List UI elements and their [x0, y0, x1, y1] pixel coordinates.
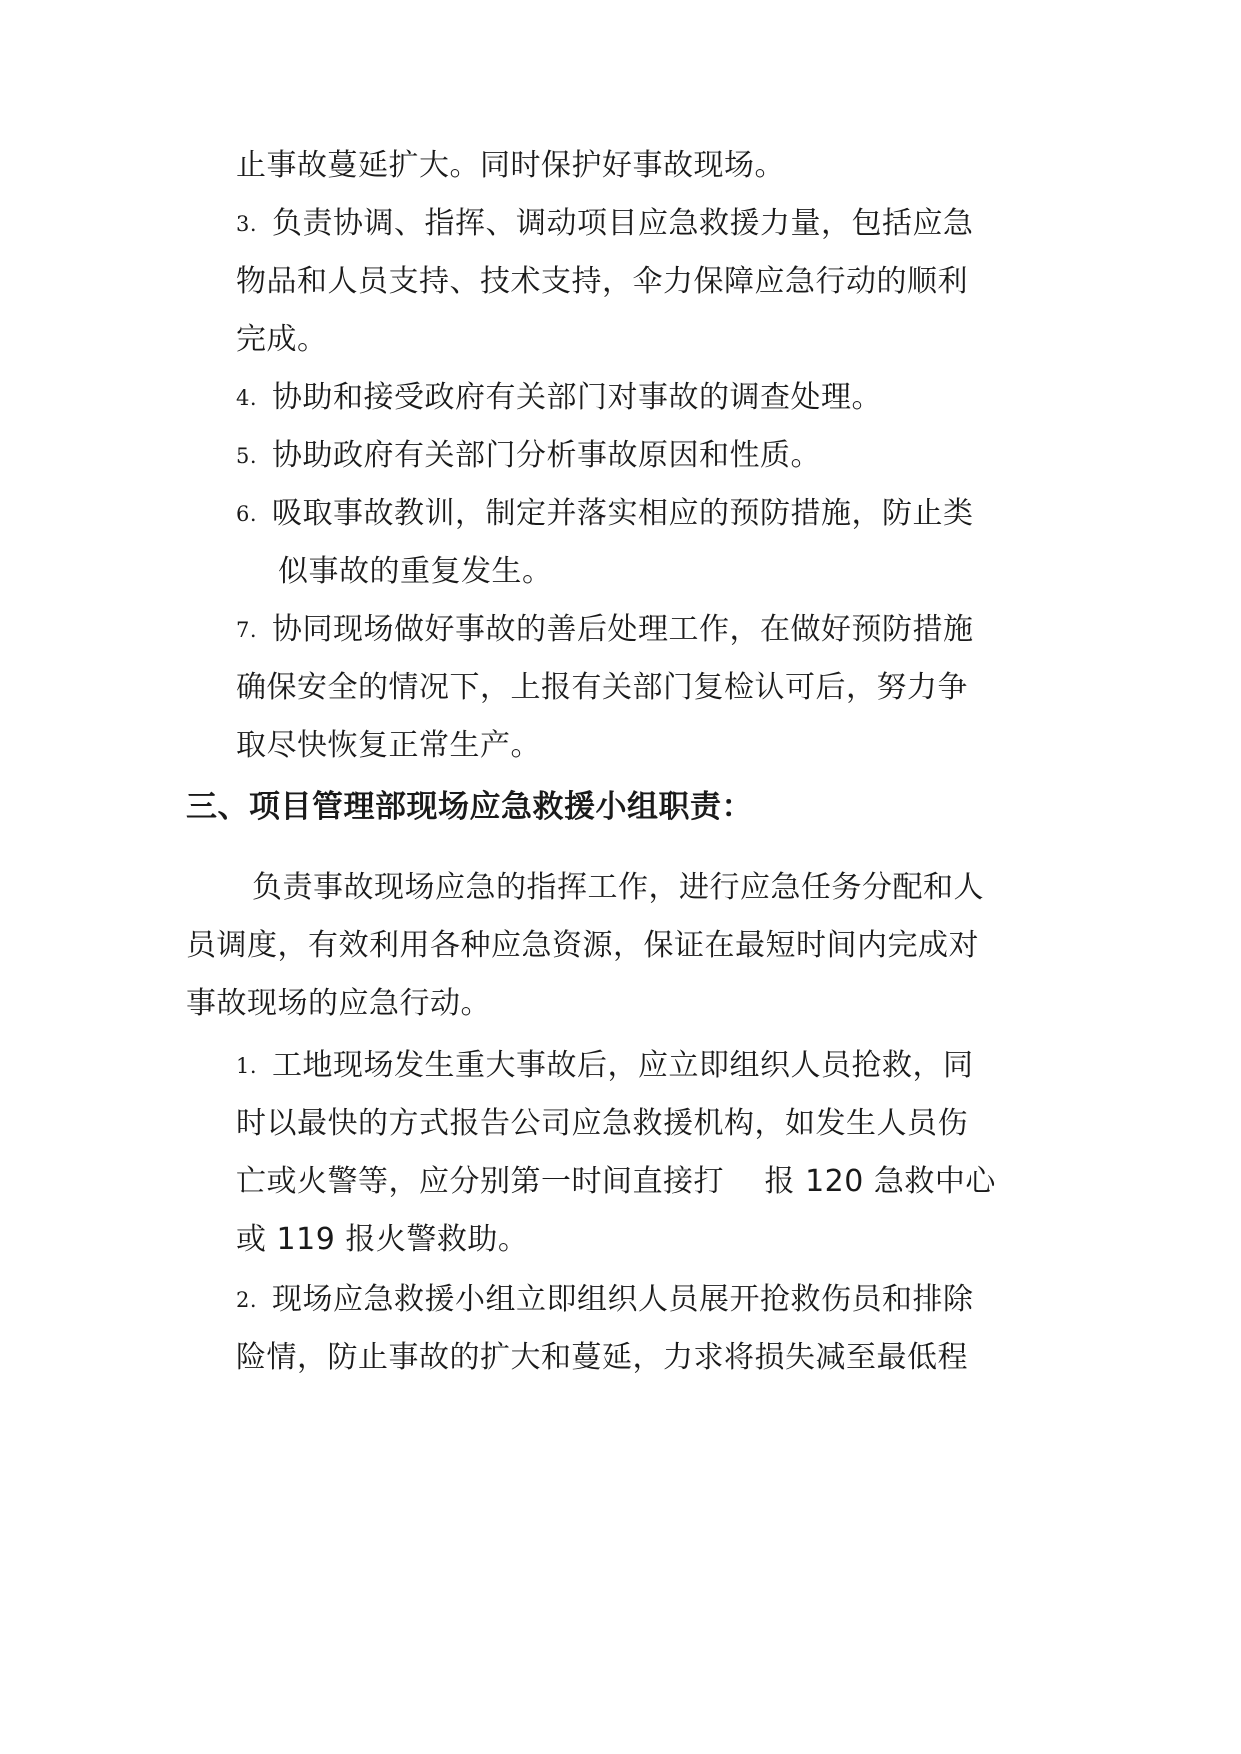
list-item-6-line-2: 似事故的重复发生。	[278, 554, 553, 589]
intro-line-1: 负责事故现场应急的指挥工作，进行应急任务分配和人	[252, 870, 984, 905]
list-item-text: 负责协调、指挥、调动项目应急救援力量，包括应急	[272, 206, 974, 241]
list-item-1-line-2: 时以最快的方式报告公司应急救援机构，如发生人员伤	[236, 1106, 968, 1141]
list-item-text: 吸取事故教训，制定并落实相应的预防措施，防止类	[272, 496, 974, 531]
list-item-3-line-1	[236, 204, 974, 244]
list-item-text: 协助政府有关部门分析事故原因和性质。	[272, 438, 821, 473]
list-number: 3.	[236, 212, 258, 236]
list-item-5	[236, 436, 821, 476]
section-heading: 三、项目管理部现场应急救援小组职责：	[186, 789, 753, 825]
list-item-text: 工地现场发生重大事故后，应立即组织人员抢救，同	[272, 1048, 974, 1083]
list-number: 6.	[236, 502, 258, 526]
list-item-text: 协助和接受政府有关部门对事故的调查处理。	[272, 380, 882, 415]
list-item-2-line-1	[236, 1280, 974, 1320]
list-item-text: 协同现场做好事故的善后处理工作，在做好预防措施	[272, 612, 974, 647]
list-number: 7.	[236, 618, 258, 642]
list-item-4	[236, 378, 882, 418]
list-item-3-line-3: 完成。	[236, 322, 328, 357]
list-item-7-line-3: 取尽快恢复正常生产。	[236, 728, 541, 763]
list-number: 1.	[236, 1054, 258, 1078]
list-item-7-line-2: 确保安全的情况下，上报有关部门复检认可后，努力争	[236, 670, 968, 705]
list-item-6-line-1	[236, 494, 974, 534]
intro-line-2: 员调度，有效利用各种应急资源，保证在最短时间内完成对	[186, 928, 979, 963]
list-item-1-line-1	[236, 1046, 974, 1086]
list-item-1-line-3: 亡或火警等，应分别第一时间直接打 报 120 急救中心	[236, 1164, 996, 1199]
list-number: 4.	[236, 386, 258, 410]
list-number: 5.	[236, 444, 258, 468]
list-item-1-line-4: 或 119 报火警救助。	[236, 1222, 529, 1257]
list-item-2-line-2: 险情，防止事故的扩大和蔓延，力求将损失减至最低程	[236, 1340, 968, 1375]
list-number: 2.	[236, 1288, 258, 1312]
intro-line-3: 事故现场的应急行动。	[186, 986, 491, 1021]
paragraph-line: 止事故蔓延扩大。同时保护好事故现场。	[236, 148, 785, 183]
list-item-text: 现场应急救援小组立即组织人员展开抢救伤员和排除	[272, 1282, 974, 1317]
list-item-3-line-2: 物品和人员支持、技术支持，伞力保障应急行动的顺利	[236, 264, 968, 299]
list-item-7-line-1	[236, 610, 974, 650]
